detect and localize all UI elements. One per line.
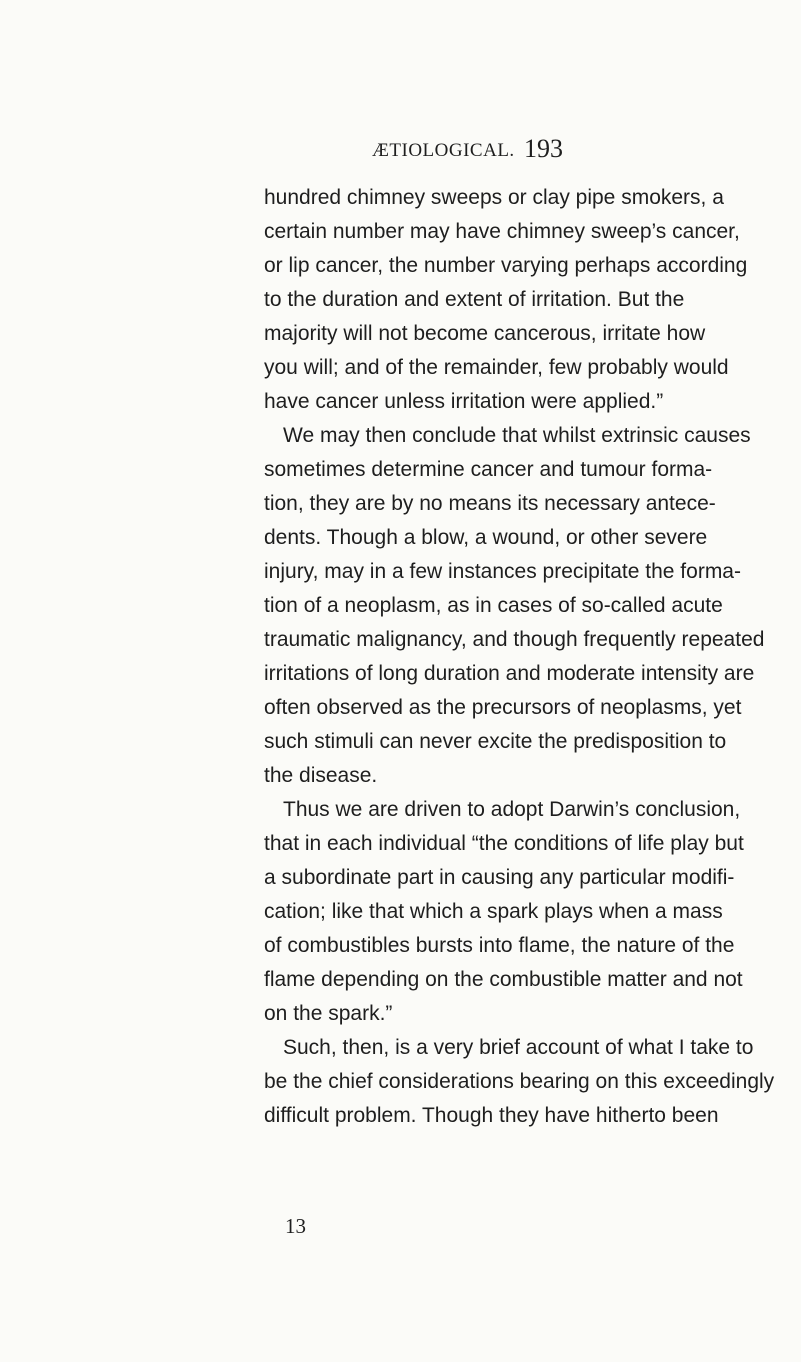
paragraph-first-line: Such, then, is a very brief account of what I take to [283,1036,754,1059]
running-title: ÆTIOLOGICAL. [372,140,515,161]
text-line: dents. Though a blow, a wound, or other severe [264,526,708,549]
text-line: tion of a neoplasm, as in cases of so-called acute [264,594,723,617]
text-line: hundred chimney sweeps or clay pipe smokers, a [264,186,724,209]
paragraph-first-line: Thus we are driven to adopt Darwin’s conclusion, [283,798,741,821]
text-line: or lip cancer, the number varying perhaps according [264,254,748,277]
signature-mark: 13 [285,1214,306,1238]
text-line: a subordinate part in causing any particular modifi- [264,866,735,889]
text-line: difficult problem. Though they have hitherto been [264,1104,719,1127]
text-line: to the duration and extent of irritation. But the [264,288,685,311]
text-line: that in each individual “the conditions of life play but [264,832,744,855]
text-line: of combustibles bursts into flame, the nature of the [264,934,735,957]
text-line: be the chief considerations bearing on this exceedingly [264,1070,775,1093]
text-line: tion, they are by no means its necessary antece- [264,492,716,515]
text-line: you will; and of the remainder, few probably would [264,356,729,379]
text-line: cation; like that which a spark plays when a mass [264,900,723,923]
text-line: majority will not become cancerous, irritate how [264,322,706,345]
text-line: traumatic malignancy, and though frequently repeated [264,628,765,651]
text-line: injury, may in a few instances precipitate the forma- [264,560,741,583]
page-number: 193 [524,134,563,163]
text-line: certain number may have chimney sweep’s cancer, [264,220,740,243]
text-line: on the spark.” [264,1002,393,1025]
text-line: irritations of long duration and moderate intensity are [264,662,755,685]
text-line: have cancer unless irritation were applied.” [264,390,664,413]
text-line: often observed as the precursors of neoplasms, yet [264,696,742,719]
text-line: the disease. [264,764,378,787]
page-header [0,134,801,178]
paragraph-first-line: We may then conclude that whilst extrinsic causes [283,424,751,447]
text-line: such stimuli can never excite the predisposition to [264,730,727,753]
text-line: sometimes determine cancer and tumour forma- [264,458,713,481]
text-line: flame depending on the combustible matter and not [264,968,743,991]
